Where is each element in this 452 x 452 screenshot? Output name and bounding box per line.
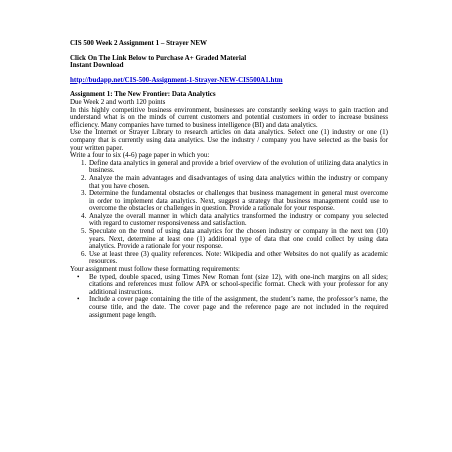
bullet-icon: • — [77, 272, 80, 281]
step-text: Analyze the overall manner in which data analytics transformed the industry or company you selected with regard to customer responsiveness and satisfaction. — [89, 211, 388, 228]
step-number: 5. — [81, 227, 87, 236]
document-body — [70, 40, 388, 319]
instructions-paragraph: Use the Internet or Strayer Library to research articles on data analytics. Select one (1) industry or one (1) company that is currently using data analytics. Use the industry / company you have selected as the basis for your written paper. — [70, 128, 388, 152]
write-prompt: Write a four to six (4-6) page paper in which you: — [70, 151, 210, 160]
step-text: Analyze the main advantages and disadvantages of using data analytics within the industry or company that you have chosen. — [89, 173, 388, 190]
requirements-intro: Your assignment must follow these formatting requirements: — [70, 265, 240, 274]
list-item — [81, 228, 388, 251]
document-title: CIS 500 Week 2 Assignment 1 – Strayer NEW — [70, 39, 208, 47]
step-text: Speculate on the trend of using data analytics for the chosen industry or company in the next ten (10) years. Next, determine at least one (1) additional type of data that one could collect by using data analytics. Provide a rationale for your response. — [89, 227, 388, 251]
step-text: Use at least three (3) quality references. Note: Wikipedia and other Websites do not qualify as academic resources. — [89, 249, 388, 266]
purchase-instruction: Click On The Link Below to Purchase A+ Graded Material — [70, 53, 247, 62]
requirement-text: Be typed, double spaced, using Times New Roman font (size 12), with one-inch margins on all sides; citations and references must follow APA or school-specific format. Check with your professor for any additional instructions. — [89, 272, 388, 296]
requirements-list — [70, 274, 388, 320]
steps-list — [70, 160, 388, 266]
intro-paragraph: In this highly competitive business environment, businesses are constantly seeking ways to gain traction and understand what is on the minds of current customers and potential customers in order to increase business efficiency. Many companies have turned to business intelligence (BI) and data analytics. — [70, 105, 388, 129]
list-item — [81, 190, 388, 213]
step-text: Determine the fundamental obstacles or challenges that business management in general must overcome in order to implement data analytics. Next, suggest a strategy that business management could use to overcome the obstacles or challenges in question. Provide a rationale for your response. — [89, 189, 388, 213]
step-number: 1. — [81, 158, 87, 167]
requirement-text: Include a cover page containing the title of the assignment, the student’s name, the professor’s name, the course title, and the date. The cover page and the reference page are not included in the required assignment page length. — [89, 295, 388, 319]
assignment-title: Assignment 1: The New Frontier: Data Analytics — [70, 90, 216, 99]
list-item — [81, 251, 388, 266]
step-number: 6. — [81, 249, 87, 258]
list-item — [81, 175, 388, 190]
list-item — [81, 213, 388, 228]
step-number: 2. — [81, 173, 87, 182]
purchase-link[interactable]: http://budapp.net/CIS-500-Assignment-1-Strayer-NEW-CIS500A1.htm — [70, 75, 283, 84]
list-item — [81, 160, 388, 175]
step-text: Define data analytics in general and provide a brief overview of the evolution of utilizing data analytics in business. — [89, 158, 388, 175]
step-number: 3. — [81, 189, 87, 198]
bullet-icon: • — [77, 295, 80, 304]
list-item — [77, 274, 388, 297]
list-item — [77, 296, 388, 319]
step-number: 4. — [81, 211, 87, 220]
due-date: Due Week 2 and worth 120 points — [70, 97, 166, 106]
instant-download-label: Instant Download — [70, 61, 124, 70]
